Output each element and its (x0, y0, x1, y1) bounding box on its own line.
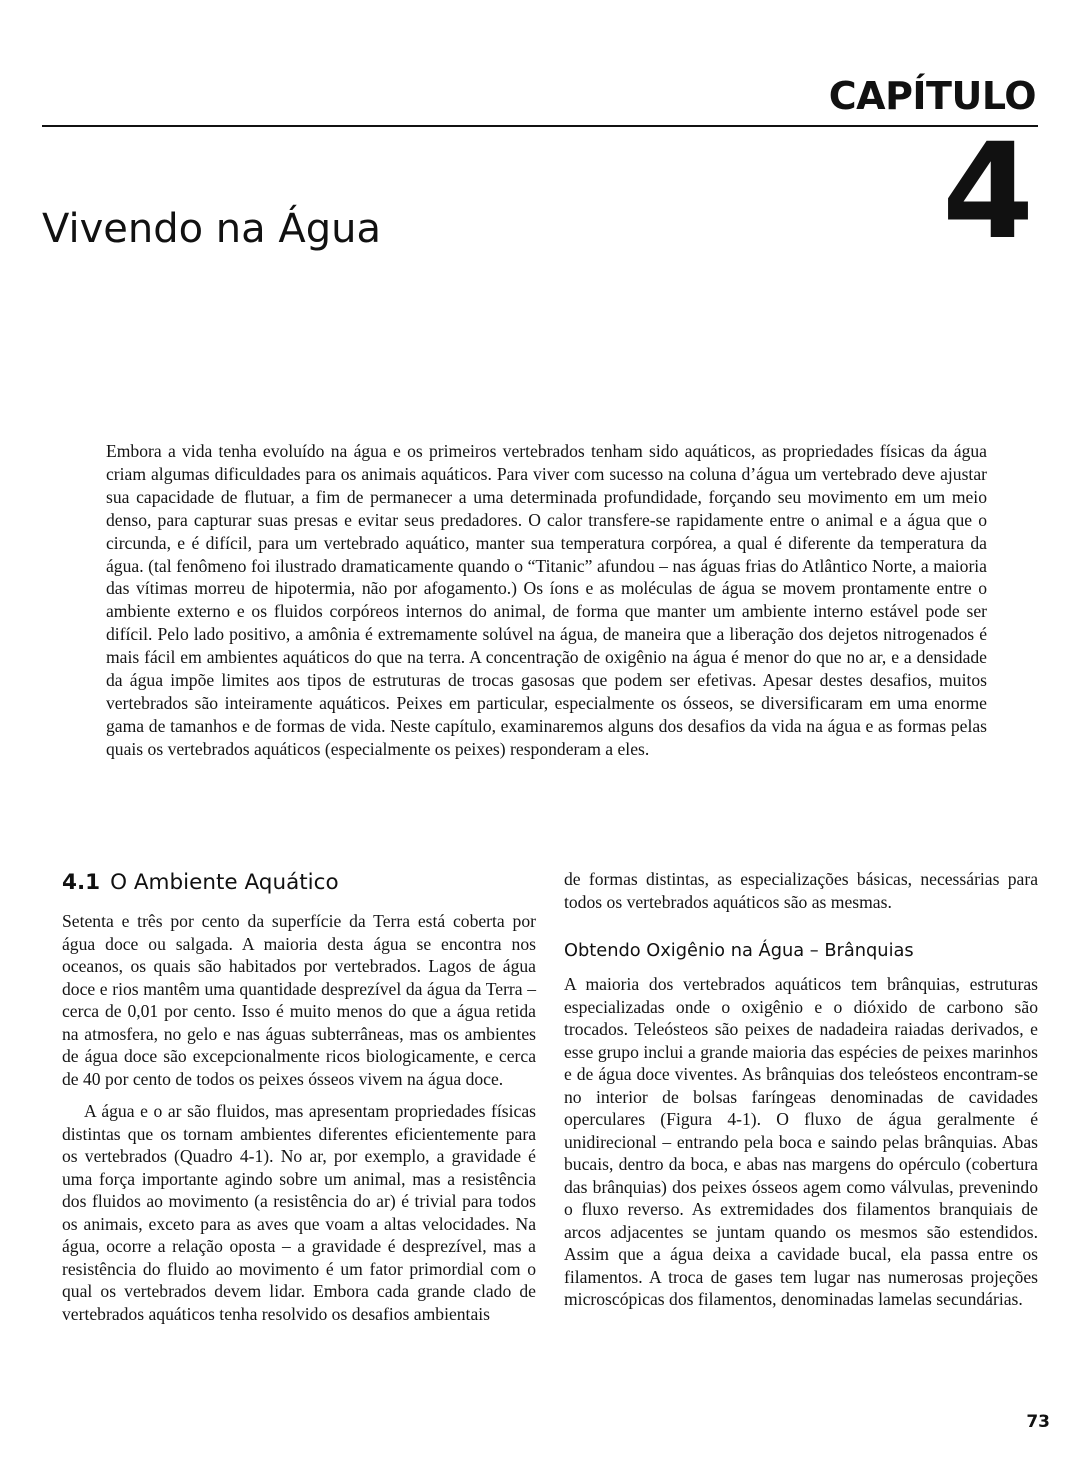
chapter-rule (42, 125, 1038, 127)
section-title: O Ambiente Aquático (110, 870, 339, 895)
chapter-intro-paragraph: Embora a vida tenha evoluído na água e os primeiros vertebrados tenham sido aquáticos, as propriedades físicas da água criam algumas dificuldades para os animais aquáticos. Para viver com sucesso na coluna d’água um vertebrado deve ajustar sua capacidade de flutuar, a fim de permanecer a uma determinada profundidade, forçando seu movimento em um meio denso, para capturar suas presas e evitar seus predadores. O calor transfere-se rapidamente entre o animal e a água que o circunda, e é difícil, para um vertebrado aquático, manter sua temperatura corpórea, a qual é diferente da temperatura da água. (tal fenômeno foi ilustrado dramaticamente quando o “Titanic” afundou – nas águas frias do Atlântico Norte, a maioria das vítimas morreu de hipotermia, não por afogamento.) Os íons e as moléculas de água se movem prontamente entre o ambiente externo e os fluidos corpóreos internos do animal, de forma que manter um ambiente interno estável pode ser difícil. Pelo lado positivo, a amônia é extremamente solúvel na água, de maneira que a liberação dos dejetos nitrogenados é mais fácil em ambientes aquáticos do que na terra. A concentração de oxigênio na água é menor do que no ar, e a densidade da água impõe limites aos tipos de estruturas de trocas gasosas que podem ser efetivas. Apesar destes desafios, muitos vertebrados são inteiramente aquáticos. Peixes em particular, especialmente os ósseos, se diversificaram em uma enorme gama de tamanhos e de formas de vida. Neste capítulo, examinaremos alguns dos desafios da vida na água e as formas pelas quais os vertebrados aquáticos (especialmente os peixes) responderam a eles. (106, 441, 987, 759)
body-paragraph: de formas distintas, as especializações básicas, necessárias para todos os vertebrados aquáticos são as mesmas. (564, 869, 1038, 912)
body-paragraph: A água e o ar são fluidos, mas apresentam propriedades físicas distintas que os tornam ambientes diferentes eficientemente para os vertebrados (Quadro 4-1). No ar, por exemplo, a gravidade é uma força importante agindo sobre um animal, mas a resistência dos fluidos ao movimento (a resistência do ar) é trivial para todos os animais, exceto para as aves que voam a altas velocidades. Na água, ocorre a relação oposta – a gravidade é desprezível, mas a resistência do fluido ao movimento é um fator primordial com o qual os vertebrados devem lidar. Embora cada grande clado de vertebrados aquáticos tenha resolvido os desafios ambientais (62, 1101, 536, 1324)
body-paragraph: A maioria dos vertebrados aquáticos tem brânquias, estruturas especializadas onde o oxigênio e o dióxido de carbono são trocados. Teleósteos são peixes de nadadeira raiadas derivados, e esse grupo inclui a grande maioria das espécies de peixes marinhos e de água doce viventes. As brânquias dos teleósteos encontram-se no interior de bolsas faríngeas denominadas de cavidades operculares (Figura 4-1). O fluxo de água geralmente é unidirecional – entrando pela boca e saindo pelas brânquias. Abas bucais, dentro da boca, e abas nas margens do opérculo (cobertura das brânquias) dos peixes ósseos agem como válvulas, prevenindo o fluxo reverso. As extremidades dos filamentos branquiais de arcos adjacentes se juntam quando os mesmos são estendidos. Assim que a água deixa a cavidade bucal, ela passa entre os filamentos. A troca de gases tem lugar nas numerosas projeções microscópicas dos filamentos, denominadas lamelas secundárias. (564, 974, 1038, 1309)
chapter-number: 4 (942, 115, 1034, 269)
body-paragraph: Setenta e três por cento da superfície da Terra está coberta por água doce ou salgada. A maioria desta água se encontra nos oceanos, os quais são habitados por vertebrados. Lagos de água doce e rios mantêm uma quantidade desprezível da água da Terra – cerca de 0,01 por cento. Isso é muito menos do que a água retida na atmosfera, no gelo e nas águas subterrâneas, mas os ambientes de água doce são excepcionalmente ricos biologicamente, e cerca de 40 por cento de todos os peixes ósseos vivem na água doce. (62, 911, 536, 1089)
left-column (62, 868, 536, 1325)
section-number: 4.1 (62, 870, 101, 895)
section-heading (62, 868, 536, 898)
chapter-label: CAPÍTULO (828, 74, 1036, 118)
right-column (564, 868, 1038, 1311)
page-number: 73 (1026, 1412, 1050, 1432)
subsection-heading: Obtendo Oxigênio na Água – Brânquias (564, 940, 914, 961)
chapter-title: Vivendo na Água (42, 206, 382, 252)
